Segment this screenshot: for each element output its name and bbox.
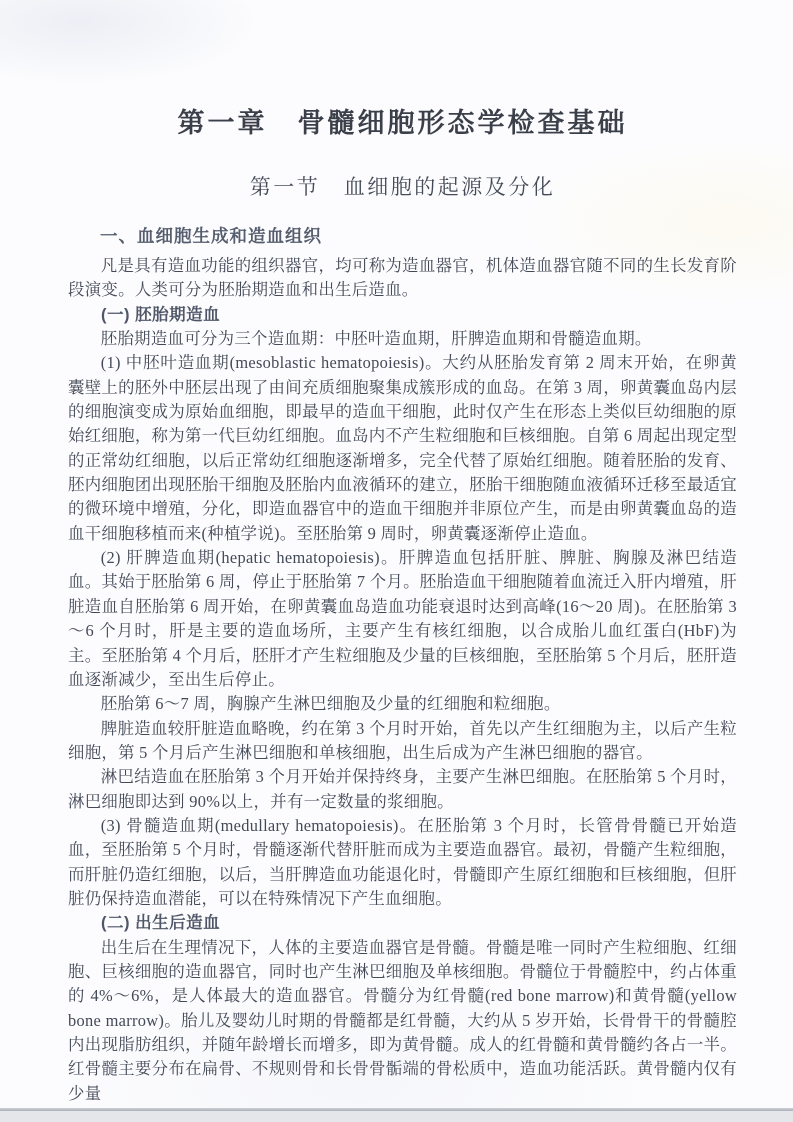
paragraph-lymph-node: 淋巴结造血在胚胎第 3 个月开始并保持终身，主要产生淋巴细胞。在胚胎第 5 个月时，淋巴细胞即达到 90%以上，并有一定数量的浆细胞。 <box>68 767 737 811</box>
paragraph-spleen: 脾脏造血较肝脏造血略晚，约在第 3 个月时开始，首先以产生红细胞为主，以后产生粒细胞，第 5 个月后产生淋巴细胞和单核细胞，出生后成为产生淋巴细胞的器官。 <box>68 718 737 762</box>
paragraph-postnatal: 出生后在生理情况下，人体的主要造血器官是骨髓。骨髓是唯一同时产生粒细胞、红细胞、巨核细胞的造血器官，同时也产生淋巴细胞及单核细胞。骨髓位于骨髓腔中，约占体重的 4%～6%，是人体最大的造血器官。骨髓分为红骨髓(red bone marrow)和黄骨髓(yellow bone marrow)。胎儿及婴幼儿时期的骨髓都是红骨髓，大约从 5 岁开始，长骨骨干的骨髓腔内出现脂肪组织，并随年龄增长而增多，即为黄骨髓。成人的红骨髓和黄骨髓约各占一半。红骨髓主要分布在扁骨、不规则骨和长骨骨骺端的骨松质中，造血功能活跃。黄骨髓内仅有少量 <box>68 937 737 1103</box>
subheading-postnatal-hematopoiesis: (二) 出生后造血 <box>101 914 221 933</box>
paragraph-intro: 凡是具有造血功能的组织器官，均可称为造血器官，机体造血器官随不同的生长发育阶段演变。人类可分为胚胎期造血和出生后造血。 <box>68 256 737 300</box>
section-title: 第一节 血细胞的起源及分化 <box>249 175 556 199</box>
chapter-title: 第一章 骨髓细胞形态学检查基础 <box>177 108 628 138</box>
paragraph-thymus: 胚胎第 6～7 周，胸腺产生淋巴细胞及少量的红细胞和粒细胞。 <box>100 694 561 714</box>
subheading-embryonic-hematopoiesis: (一) 胚胎期造血 <box>101 305 221 324</box>
paragraph-hepatic-period: (2) 肝脾造血期(hepatic hematopoiesis)。肝脾造血包括肝脏、脾脏、胸腺及淋巴结造血。其始于胚胎第 6 周，停止于胚胎第 7 个月。胚胎造血干细胞随着血流迁入肝内增殖，肝脏造血自胚胎第 6 周开始，在卵黄囊血岛造血功能衰退时达到高峰(16～20 周)。在胚胎第 3～6 个月时，肝是主要的造血场所，主要产生有核红细胞，以合成胎儿血红蛋白(HbF)为主。至胚胎第 4 个月后，胚肝才产生粒细胞及少量的巨核细胞，至胚胎第 5 个月后，胚肝造血逐渐减少，至出生后停止。 <box>68 548 737 689</box>
paragraph-medullary-period: (3) 骨髓造血期(medullary hematopoiesis)。在胚胎第 3 个月时，长管骨骨髓已开始造血，至胚胎第 5 个月时，骨髓逐渐代替肝脏而成为主要造血器官。最初，骨髓产生粒细胞，而肝脏仍造红细胞，以后，当肝脾造血功能退化时，骨髓即产生原红细胞和巨核细胞，但肝脏仍保持造血潜能，可以在特殊情况下产生血细胞。 <box>68 815 737 908</box>
paragraph-overview: 胚胎期造血可分为三个造血期：中胚叶造血期，肝脾造血期和骨髓造血期。 <box>100 329 652 349</box>
paragraph-mesoblastic-period: (1) 中胚叶造血期(mesoblastic hematopoiesis)。大约从胚胎发育第 2 周末开始，在卵黄囊壁上的胚外中胚层出现了由间充质细胞聚集成簇形成的血岛。在第 3 周，卵黄囊血岛内层的细胞演变成为原始血细胞，即最早的造血干细胞，此时仅产生在形态上类似巨幼细胞的原始红细胞，称为第一代巨幼红细胞。血岛内不产生粒细胞和巨核细胞。自第 6 周起出现定型的正常幼红细胞，以后正常幼红细胞逐渐增多，完全代替了原始红细胞。随着胚胎的发育、胚内细胞团出现胚胎干细胞及胚胎内血液循环的建立，胚胎干细胞随血液循环迁移至最适宜的微环境中增殖，分化，即造血器官中的造血干细胞并非原位产生，而是由卵黄囊血岛的造血干细胞移植而来(种植学说)。至胚胎第 9 周时，卵黄囊逐渐停止造血。 <box>68 353 737 543</box>
scan-background-below-page <box>0 1111 793 1122</box>
heading-blood-formation: 一、血细胞生成和造血组织 <box>100 226 322 246</box>
